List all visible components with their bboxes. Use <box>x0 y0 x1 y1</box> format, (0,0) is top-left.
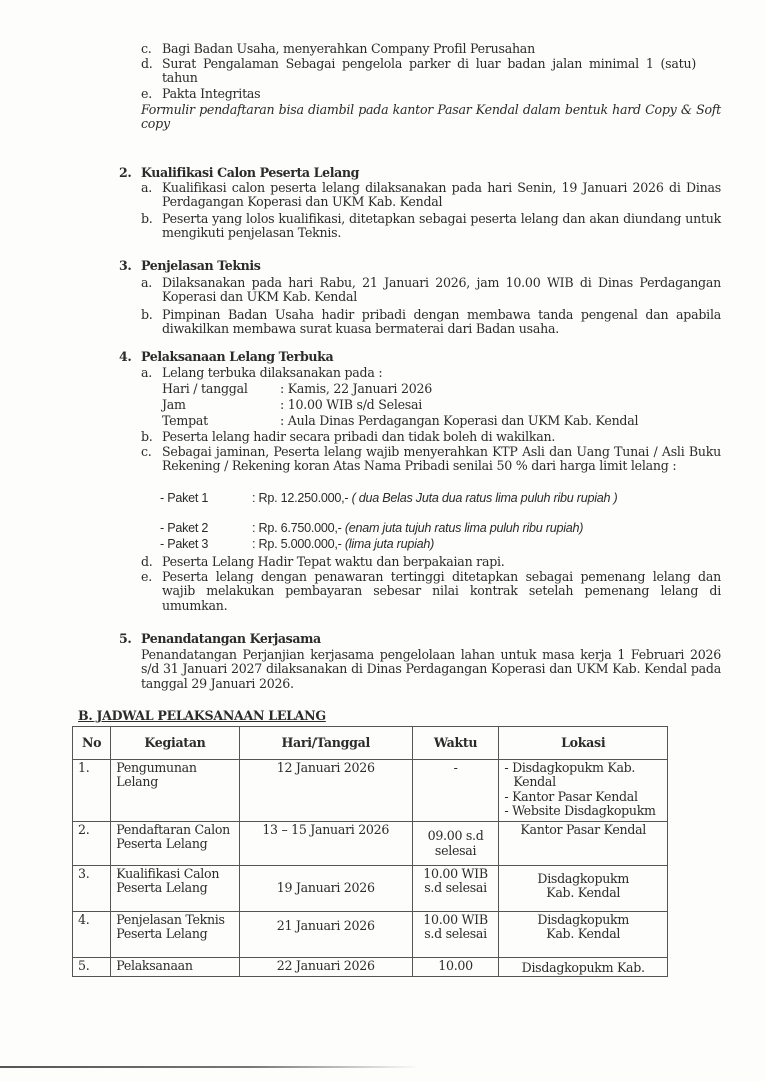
item-label: d. <box>141 554 153 569</box>
cell-waktu: 10.00 WIB s.d selesai <box>412 866 499 912</box>
cell-no: 5. <box>73 958 111 977</box>
cell-kegiatan: Pengumunan Lelang <box>111 760 239 822</box>
cell-lokasi: Kantor Pasar Kendal <box>499 822 668 866</box>
section-title: Penandatangan Kerjasama <box>141 631 321 646</box>
list-item <box>141 445 721 474</box>
item-text: Peserta lelang dengan penawaran tertinggi ditetapkan sebagai pemenang lelang dan wajib melakukan pembayaran sebesar nilai kontrak setelah pemenang lelang di umumkan. <box>162 569 721 613</box>
scan-edge-line <box>0 1066 420 1068</box>
item-label: d. <box>141 56 153 71</box>
cell-hari: 19 Januari 2026 <box>239 866 412 912</box>
detail-row <box>162 398 422 412</box>
item-text: Pimpinan Badan Usaha hadir pribadi dengan membawa tanda pengenal dan apabila diwakilkan membawa surat kuasa bermaterai dari Badan usaha. <box>162 307 721 337</box>
item-text: Surat Pengalaman Sebagai pengelola parker di luar badan jalan minimal 1 (satu) tahun <box>162 56 696 86</box>
form-note: Formulir pendaftaran bisa diambil pada kantor Pasar Kendal dalam bentuk hard Copy & Soft copy <box>141 102 721 132</box>
section-title: Kualifikasi Calon Peserta Lelang <box>141 165 360 180</box>
column-header-no: No <box>73 727 111 760</box>
column-header-hari-tanggal: Hari/Tanggal <box>239 727 412 760</box>
lokasi-line: - Disdagkopukm Kab. Kendal <box>504 760 636 790</box>
cell-lokasi: Disdagkopukm Kab. Kendal <box>499 912 668 958</box>
table-row <box>73 866 668 912</box>
cell-no: 2. <box>73 822 111 866</box>
paket-name: - Paket 2 <box>160 521 209 535</box>
paket-row <box>160 491 690 505</box>
item-label: a. <box>141 275 153 290</box>
schedule-table <box>72 726 668 977</box>
section-paragraph: Penandatangan Perjanjian kerjasama pengelolaan lahan untuk masa kerja 1 Februari 2026 s/d 31 Januari 2027 dilaksanakan di Dinas Perdagangan Koperasi dan UKM Kab. Kendal pada tanggal 29 Januari 2026. <box>141 647 721 691</box>
item-text: Dilaksanakan pada hari Rabu, 21 Januari 2026, jam 10.00 WIB di Dinas Perdagangan Koperasi dan UKM Kab. Kendal <box>162 275 721 305</box>
item-label: c. <box>141 41 152 56</box>
list-item <box>141 276 721 305</box>
detail-value: : Aula Dinas Perdagangan Koperasi dan UKM Kab. Kendal <box>280 413 639 428</box>
list-item <box>141 87 721 101</box>
detail-row <box>162 382 432 396</box>
cell-waktu: 10.00 <box>412 958 499 977</box>
paket-words: (enam juta tujuh ratus lima puluh ribu rupiah) <box>344 521 584 535</box>
section-heading <box>119 350 333 364</box>
detail-key: Tempat <box>162 413 208 428</box>
list-item <box>141 308 721 337</box>
section-b-title: B. JADWAL PELAKSANAAN LELANG <box>78 708 326 723</box>
table-row <box>73 912 668 958</box>
cell-waktu: - <box>412 760 499 822</box>
paket-name: - Paket 3 <box>160 537 209 551</box>
cell-hari: 22 Januari 2026 <box>239 958 412 977</box>
item-text: Peserta yang lolos kualifikasi, ditetapkan sebagai peserta lelang dan akan diundang untuk mengikuti penjelasan Teknis. <box>162 211 721 241</box>
paket-row <box>160 537 434 551</box>
section-number: 3. <box>119 258 132 273</box>
detail-value: : 10.00 WIB s/d Selesai <box>280 397 423 412</box>
table-row <box>73 822 668 866</box>
detail-key: Hari / tanggal <box>162 381 248 396</box>
section-heading <box>119 632 321 646</box>
column-header-waktu: Waktu <box>412 727 499 760</box>
item-label: a. <box>141 365 153 380</box>
paket-amount: : Rp. 6.750.000,- <box>252 521 342 535</box>
cell-hari: 13 – 15 Januari 2026 <box>239 822 412 866</box>
item-label: e. <box>141 86 152 101</box>
section-title: Pelaksanaan Lelang Terbuka <box>141 349 334 364</box>
list-item <box>141 57 696 86</box>
paket-name: - Paket 1 <box>160 491 209 505</box>
item-text: Pakta Integritas <box>162 86 261 101</box>
cell-kegiatan: Pelaksanaan <box>111 958 239 977</box>
cell-lokasi: Disdagkopukm Kab. <box>499 958 668 977</box>
lokasi-line: - Website Disdagkopukm <box>504 803 656 819</box>
item-text: Sebagai jaminan, Peserta lelang wajib menyerahkan KTP Asli dan Uang Tunai / Asli Buku Rekening / Rekening koran Atas Nama Pribadi senilai 50 % dari harga limit lelang : <box>162 444 721 474</box>
section-number: 5. <box>119 631 132 646</box>
section-title: Penjelasan Teknis <box>141 258 261 273</box>
detail-key: Jam <box>162 397 186 412</box>
paket-amount: : Rp. 5.000.000,- <box>252 537 342 551</box>
paket-words: ( dua Belas Juta dua ratus lima puluh ribu rupiah ) <box>351 491 618 505</box>
item-label: a. <box>141 180 153 195</box>
section-heading <box>119 259 261 273</box>
list-item <box>141 366 721 380</box>
section-heading <box>119 166 359 180</box>
table-row <box>73 958 668 977</box>
item-label: b. <box>141 211 153 226</box>
list-item <box>141 570 721 613</box>
detail-value: : Kamis, 22 Januari 2026 <box>280 381 433 396</box>
cell-no: 1. <box>73 760 111 822</box>
cell-hari: 21 Januari 2026 <box>239 912 412 958</box>
item-text: Peserta Lelang Hadir Tepat waktu dan berpakaian rapi. <box>162 554 505 569</box>
list-item <box>141 42 721 56</box>
list-item <box>141 212 721 241</box>
paket-amount: : Rp. 12.250.000,- <box>252 491 349 505</box>
table-header-row <box>73 727 668 760</box>
item-label: b. <box>141 429 153 444</box>
item-label: e. <box>141 569 152 584</box>
item-text: Kualifikasi calon peserta lelang dilaksanakan pada hari Senin, 19 Januari 2026 di Dinas Perdagangan Koperasi dan UKM Kab. Kendal <box>162 180 721 210</box>
list-item <box>141 555 721 569</box>
cell-kegiatan: Kualifikasi Calon Peserta Lelang <box>111 866 239 912</box>
paket-row <box>160 521 583 535</box>
cell-lokasi <box>499 760 668 822</box>
item-text: Bagi Badan Usaha, menyerahkan Company Profil Perusahan <box>162 41 535 56</box>
cell-kegiatan: Pendaftaran Calon Peserta Lelang <box>111 822 239 866</box>
cell-no: 3. <box>73 866 111 912</box>
item-label: c. <box>141 444 152 459</box>
item-text: Peserta lelang hadir secara pribadi dan tidak boleh di wakilkan. <box>162 429 556 444</box>
cell-waktu: 09.00 s.d selesai <box>412 822 499 866</box>
item-label: b. <box>141 307 153 322</box>
detail-row <box>162 414 638 428</box>
item-text: Lelang terbuka dilaksanakan pada : <box>162 365 383 380</box>
table-row <box>73 760 668 822</box>
section-number: 2. <box>119 165 132 180</box>
paket-words: (lima juta rupiah) <box>344 537 435 551</box>
cell-lokasi: Disdagkopukm Kab. Kendal <box>499 866 668 912</box>
cell-hari: 12 Januari 2026 <box>239 760 412 822</box>
cell-kegiatan: Penjelasan Teknis Peserta Lelang <box>111 912 239 958</box>
section-number: 4. <box>119 349 132 364</box>
list-item <box>141 181 721 210</box>
column-header-kegiatan: Kegiatan <box>111 727 239 760</box>
cell-waktu: 10.00 WIB s.d selesai <box>412 912 499 958</box>
list-item <box>141 430 721 444</box>
lokasi-line: - Kantor Pasar Kendal <box>504 788 638 804</box>
column-header-lokasi: Lokasi <box>499 727 668 760</box>
cell-no: 4. <box>73 912 111 958</box>
